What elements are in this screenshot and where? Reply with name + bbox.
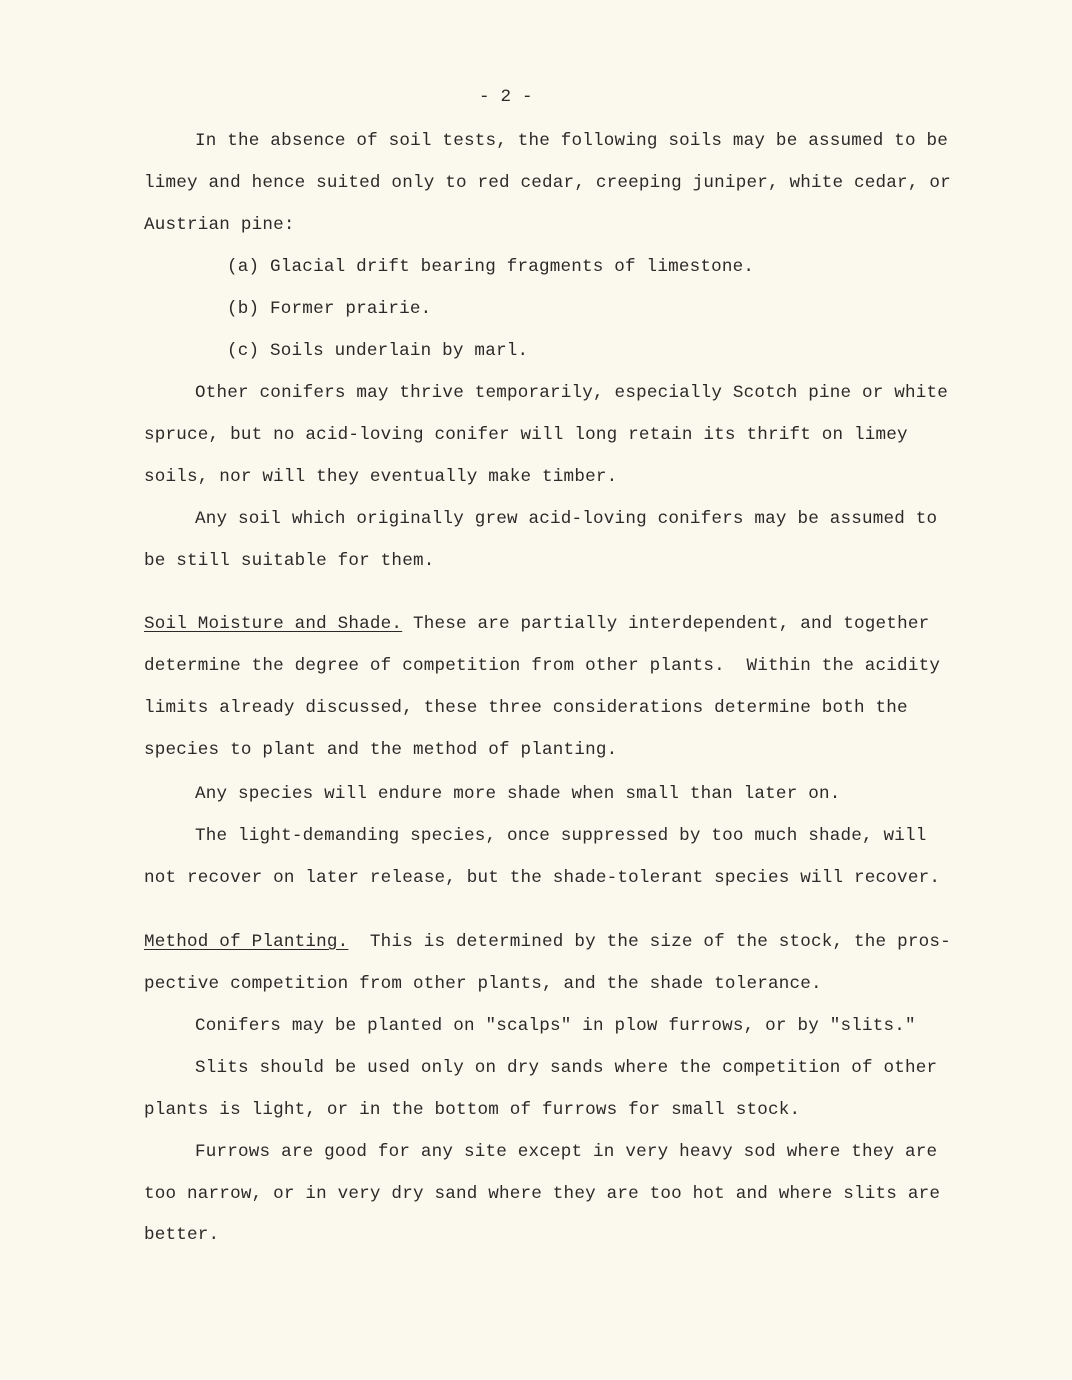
text-line: These are partially interdependent, and together: [402, 614, 930, 634]
text-line: Conifers may be planted on "scalps" in plow furrows, or by "slits.": [195, 1016, 916, 1036]
text-line: limits already discussed, these three considerations determine both the: [144, 698, 908, 718]
text-line: Any species will endure more shade when small than later on.: [195, 784, 841, 804]
section-heading-line: [144, 613, 929, 635]
list-item: (b) Former prairie.: [227, 299, 432, 319]
text-line: In the absence of soil tests, the following soils may be assumed to be: [195, 131, 949, 151]
text-line: determine the degree of competition from other plants. Within the acidity: [144, 656, 941, 676]
text-line: plants is light, or in the bottom of furrows for small stock.: [144, 1100, 801, 1120]
text-line: Austrian pine:: [144, 215, 295, 235]
text-line: Other conifers may thrive temporarily, especially Scotch pine or white: [195, 383, 949, 403]
text-line: too narrow, or in very dry sand where they are too hot and where slits are: [144, 1184, 941, 1204]
text-line: This is determined by the size of the stock, the pros-: [348, 932, 951, 952]
list-item: (a) Glacial drift bearing fragments of limestone.: [227, 257, 755, 277]
text-line: not recover on later release, but the shade-tolerant species will recover.: [144, 868, 941, 888]
text-line: pective competition from other plants, and the shade tolerance.: [144, 974, 822, 994]
text-line: Any soil which originally grew acid-loving conifers may be assumed to: [195, 509, 938, 529]
page-number: - 2 -: [479, 87, 533, 107]
text-line: limey and hence suited only to red cedar, creeping juniper, white cedar, or: [144, 173, 951, 193]
text-line: be still suitable for them.: [144, 551, 435, 571]
text-line: Furrows are good for any site except in very heavy sod where they are: [195, 1142, 938, 1162]
section-heading: Method of Planting.: [144, 932, 349, 952]
text-line: better.: [144, 1225, 220, 1245]
text-line: The light-demanding species, once suppressed by too much shade, will: [195, 826, 927, 846]
text-line: soils, nor will they eventually make timber.: [144, 467, 618, 487]
text-line: spruce, but no acid-loving conifer will long retain its thrift on limey: [144, 425, 908, 445]
section-heading: Soil Moisture and Shade.: [144, 614, 403, 634]
list-item: (c) Soils underlain by marl.: [227, 341, 529, 361]
section-heading-line: [144, 931, 951, 953]
text-line: Slits should be used only on dry sands where the competition of other: [195, 1058, 938, 1078]
text-line: species to plant and the method of planting.: [144, 740, 618, 760]
